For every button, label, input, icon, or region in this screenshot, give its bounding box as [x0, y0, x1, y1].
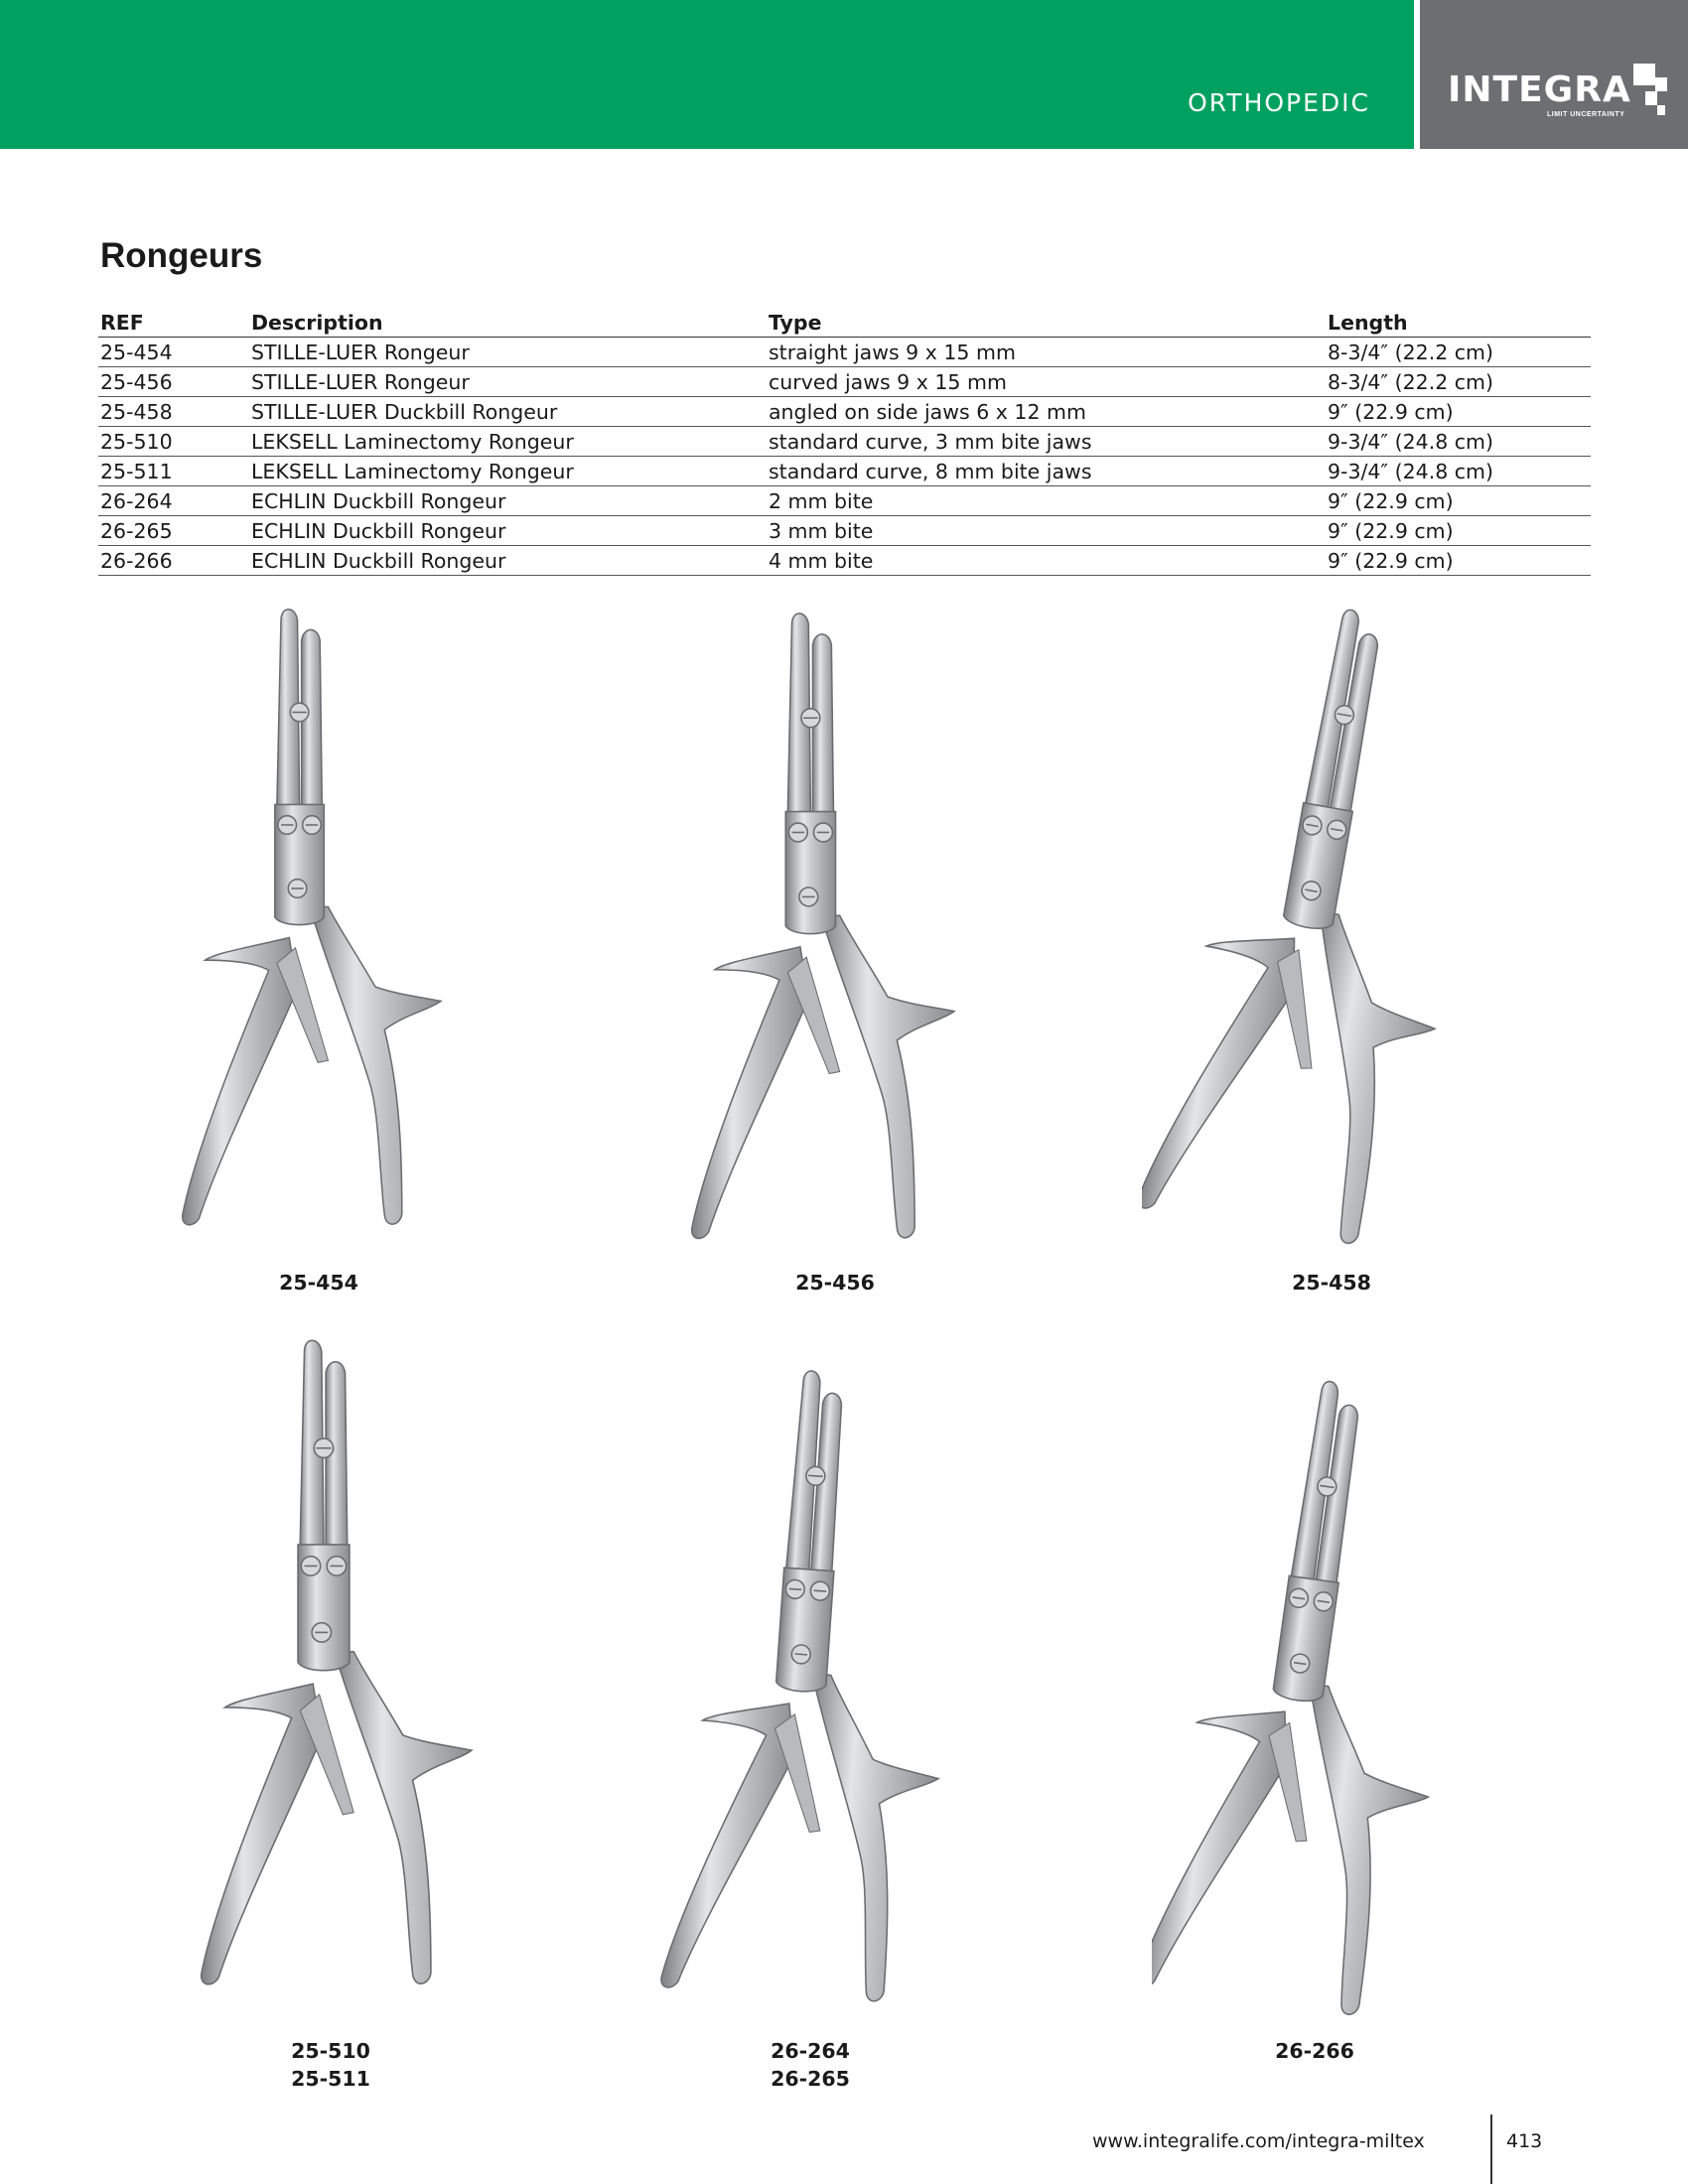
cell-length: 9″ (22.9 cm) — [1326, 486, 1591, 516]
product-caption: 26-264 — [771, 2039, 850, 2063]
table-header-row — [98, 309, 1591, 338]
cell-type: 2 mm bite — [767, 486, 1326, 516]
logo-wordmark: INTEGRA — [1448, 69, 1631, 110]
product-image-25-456 — [675, 604, 973, 1259]
product-image-26-266 — [1152, 1372, 1470, 2027]
cell-type: standard curve, 8 mm bite jaws — [767, 457, 1326, 486]
cell-type: angled on side jaws 6 x 12 mm — [767, 397, 1326, 427]
product-caption: 26-266 — [1275, 2039, 1354, 2063]
cell-description: STILLE-LUER Rongeur — [249, 338, 767, 367]
product-image-25-458 — [1142, 600, 1499, 1255]
table-row — [98, 457, 1591, 486]
table-row — [98, 338, 1591, 367]
logo-mark-icon — [1631, 62, 1671, 121]
product-image-26-264 — [655, 1362, 973, 2017]
cell-length: 9-3/4″ (24.8 cm) — [1326, 427, 1591, 457]
cell-description: ECHLIN Duckbill Rongeur — [249, 486, 767, 516]
header-band — [0, 0, 1414, 149]
rongeur-curved-image — [675, 604, 973, 1259]
rongeur-leksell-image — [184, 1330, 492, 2005]
table-row — [98, 397, 1591, 427]
cell-ref: 26-266 — [98, 546, 249, 576]
integra-logo — [1448, 66, 1686, 125]
cell-type: straight jaws 9 x 15 mm — [767, 338, 1326, 367]
rongeur-straight-image — [159, 600, 467, 1245]
product-image-25-454 — [159, 600, 467, 1245]
cell-ref: 25-454 — [98, 338, 249, 367]
table-row — [98, 486, 1591, 516]
cell-ref: 26-265 — [98, 516, 249, 546]
product-caption: 25-510 — [291, 2039, 370, 2063]
column-header-type: Type — [767, 309, 1326, 338]
cell-length: 9″ (22.9 cm) — [1326, 397, 1591, 427]
cell-length: 9″ (22.9 cm) — [1326, 546, 1591, 576]
cell-description: LEKSELL Laminectomy Rongeur — [249, 457, 767, 486]
cell-ref: 25-510 — [98, 427, 249, 457]
cell-ref: 25-456 — [98, 367, 249, 397]
product-caption: 25-456 — [795, 1271, 875, 1295]
cell-type: 3 mm bite — [767, 516, 1326, 546]
cell-ref: 26-264 — [98, 486, 249, 516]
cell-length: 9-3/4″ (24.8 cm) — [1326, 457, 1591, 486]
section-label: ORTHOPEDIC — [1188, 88, 1370, 117]
footer-divider — [1490, 2115, 1492, 2184]
rongeur-duckbill-image — [1142, 600, 1499, 1255]
table-row — [98, 367, 1591, 397]
table-row — [98, 546, 1591, 576]
product-caption: 25-454 — [279, 1271, 358, 1295]
rongeur-echlin-image — [655, 1362, 973, 2017]
table-row — [98, 427, 1591, 457]
cell-ref: 25-511 — [98, 457, 249, 486]
cell-description: ECHLIN Duckbill Rongeur — [249, 546, 767, 576]
cell-ref: 25-458 — [98, 397, 249, 427]
column-header-ref: REF — [98, 309, 249, 338]
cell-description: STILLE-LUER Rongeur — [249, 367, 767, 397]
product-table — [98, 309, 1591, 576]
rongeur-echlin-large-image — [1152, 1372, 1470, 2027]
cell-type: standard curve, 3 mm bite jaws — [767, 427, 1326, 457]
cell-description: ECHLIN Duckbill Rongeur — [249, 516, 767, 546]
footer-url[interactable]: www.integralife.com/integra-miltex — [1092, 2130, 1425, 2152]
table-row — [98, 516, 1591, 546]
product-caption-secondary: 26-265 — [771, 2067, 850, 2091]
logo-tagline: LIMIT UNCERTAINTY — [1547, 111, 1625, 118]
logo-panel — [1420, 0, 1688, 149]
cell-description: LEKSELL Laminectomy Rongeur — [249, 427, 767, 457]
product-caption: 25-458 — [1292, 1271, 1371, 1295]
page-number: 413 — [1506, 2130, 1543, 2152]
column-header-length: Length — [1326, 309, 1591, 338]
cell-type: curved jaws 9 x 15 mm — [767, 367, 1326, 397]
cell-type: 4 mm bite — [767, 546, 1326, 576]
cell-description: STILLE-LUER Duckbill Rongeur — [249, 397, 767, 427]
column-header-description: Description — [249, 309, 767, 338]
cell-length: 9″ (22.9 cm) — [1326, 516, 1591, 546]
product-caption-secondary: 25-511 — [291, 2067, 370, 2091]
cell-length: 8-3/4″ (22.2 cm) — [1326, 367, 1591, 397]
cell-length: 8-3/4″ (22.2 cm) — [1326, 338, 1591, 367]
page-title: Rongeurs — [100, 236, 263, 275]
product-image-25-510 — [184, 1330, 492, 2005]
